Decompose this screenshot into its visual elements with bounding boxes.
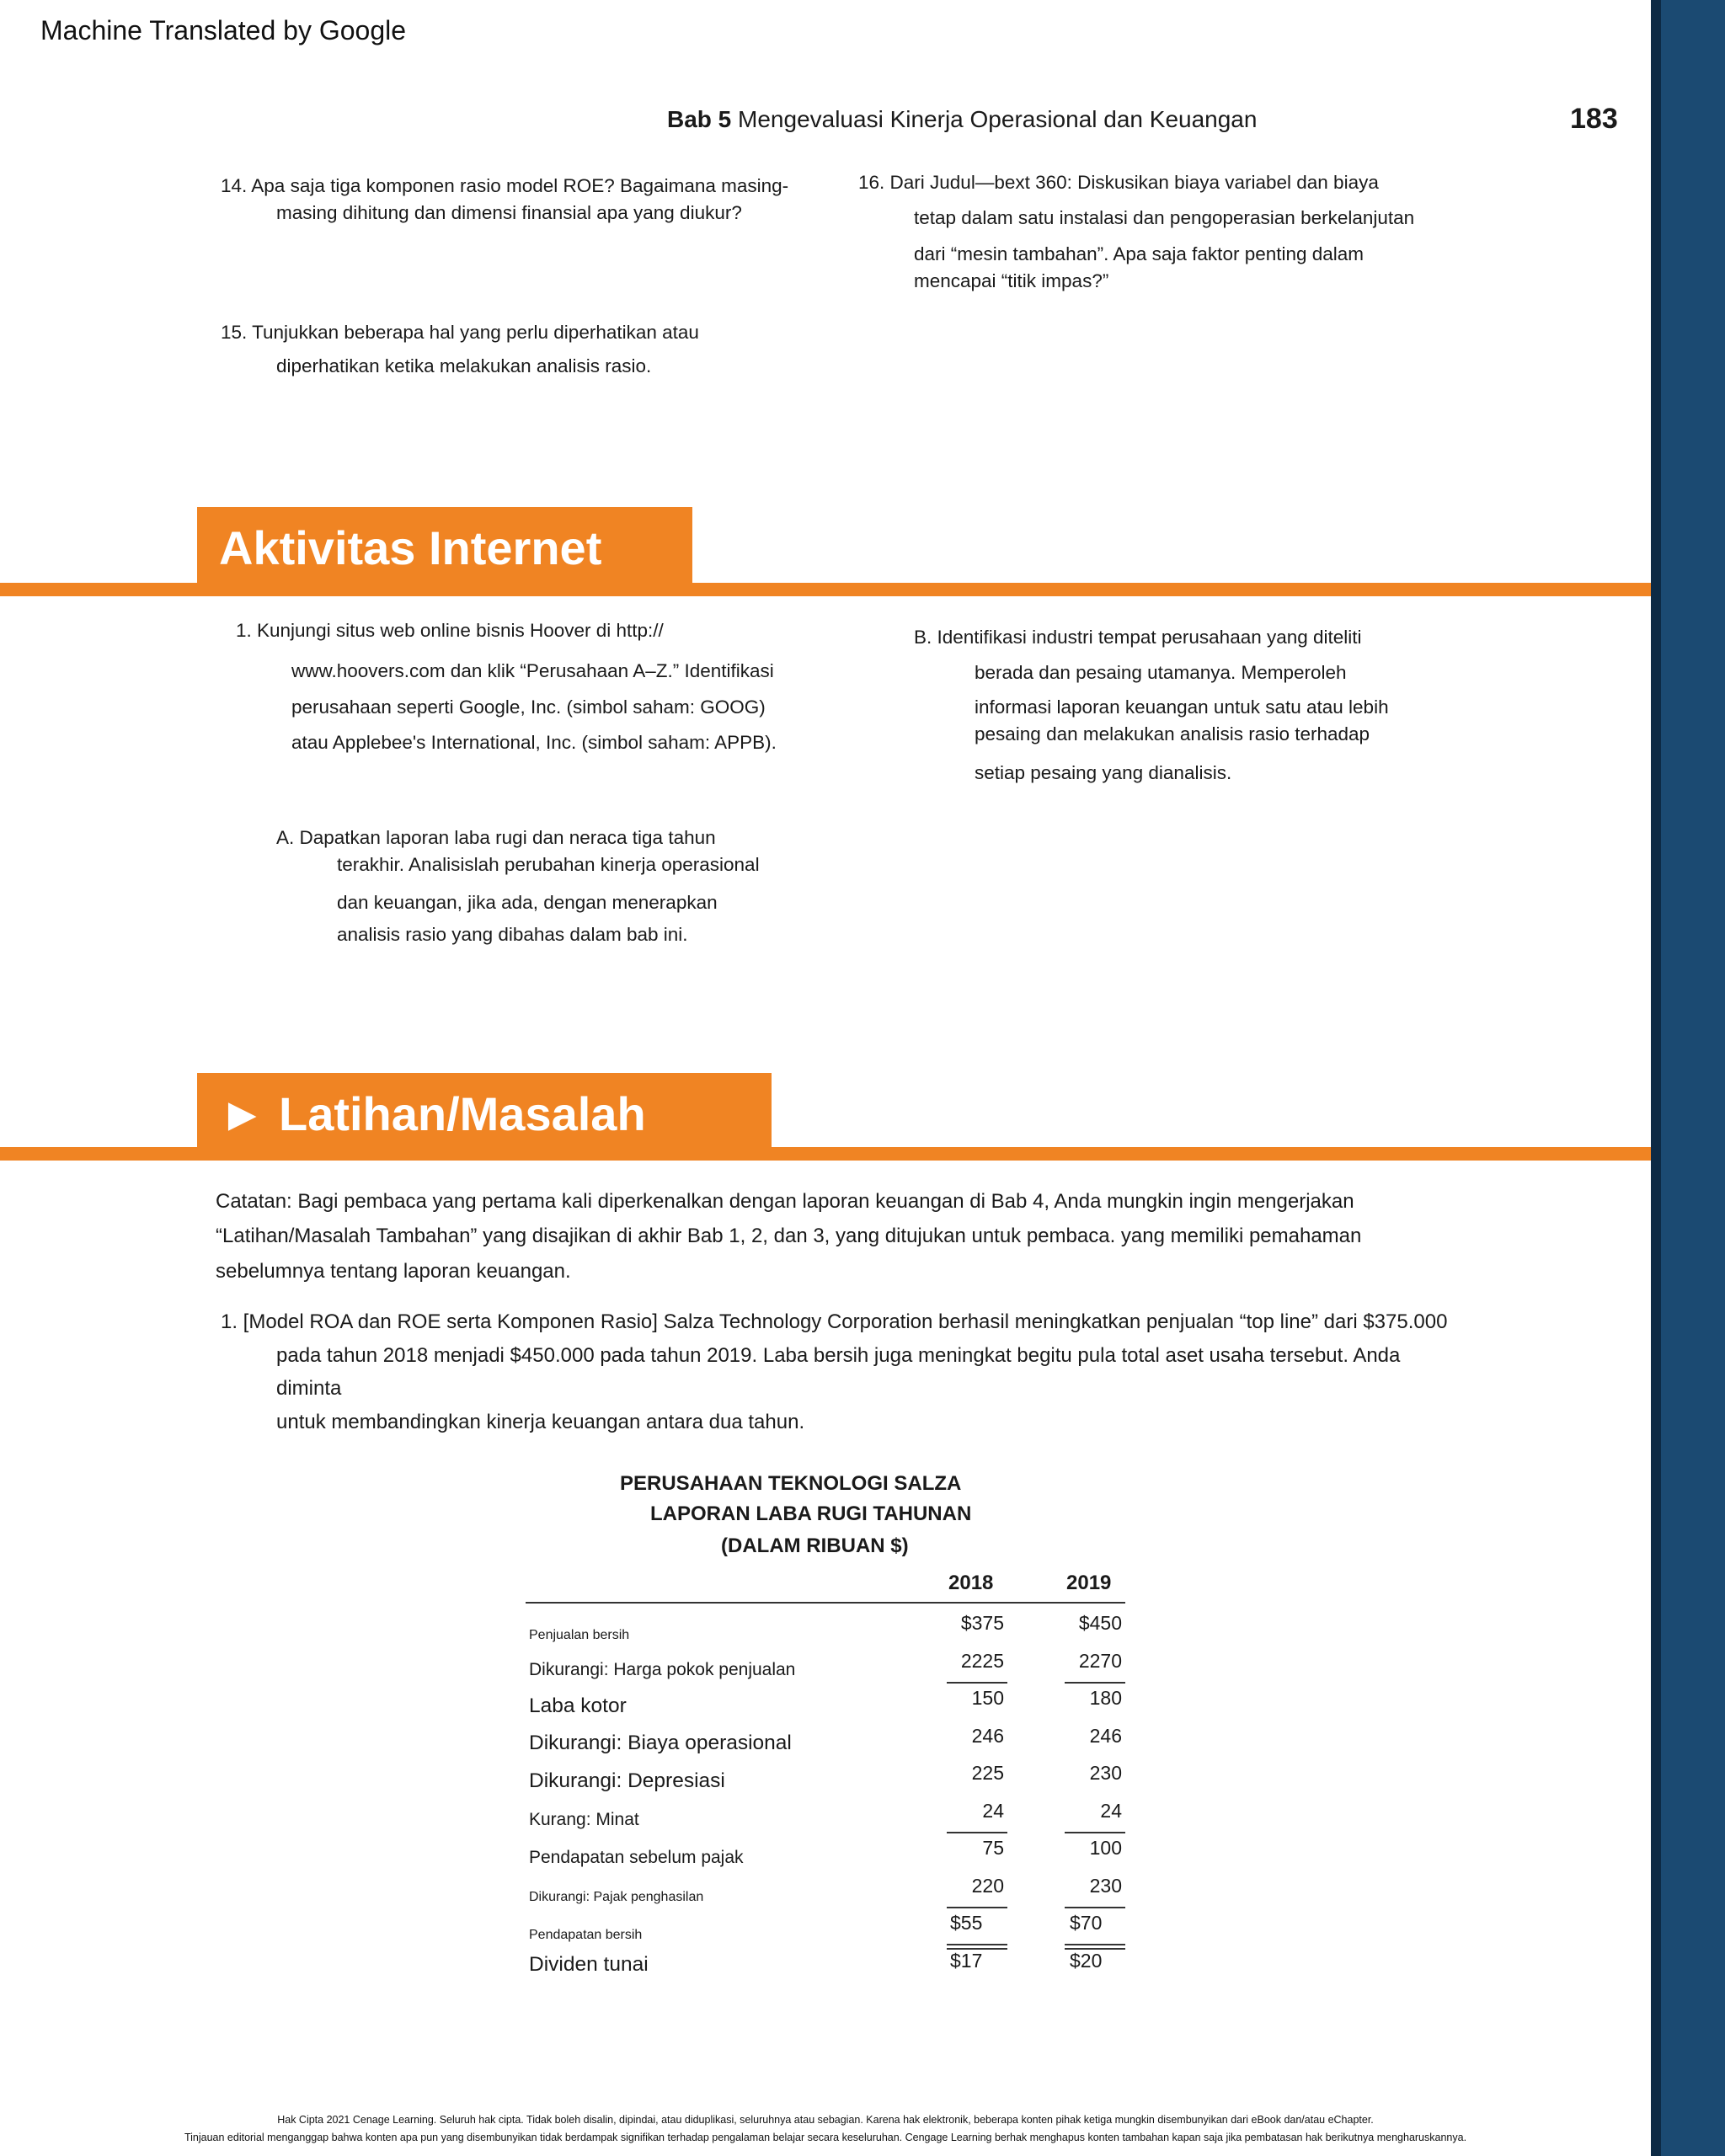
internet-activity-1-line-1: 1. Kunjungi situs web online bisnis Hoover di http:// xyxy=(236,620,664,641)
row-value-2018: $17 xyxy=(950,1949,983,1972)
row-value-2018: 75 xyxy=(982,1837,1004,1859)
problem-1-line-1: 1. [Model ROA dan ROE serta Komponen Rasio] Salza Technology Corporation berhasil meningkatkan penjualan “top line” dari $375.000 xyxy=(221,1310,1448,1333)
row-label: Pendapatan sebelum pajak xyxy=(529,1847,744,1867)
table-header-row xyxy=(526,1566,1125,1604)
table-row xyxy=(526,1948,1125,1986)
running-head xyxy=(667,106,1257,133)
table-row xyxy=(526,1910,1125,1948)
row-label: Kurang: Minat xyxy=(529,1810,639,1829)
row-label: Dikurangi: Biaya operasional xyxy=(529,1732,792,1754)
table-row xyxy=(526,1723,1125,1761)
row-value-2019: 2270 xyxy=(1078,1649,1122,1672)
exercises-note xyxy=(216,1184,1437,1289)
subtotal-rule xyxy=(947,1832,1007,1833)
subtotal-rule xyxy=(1065,1907,1125,1908)
internet-activity-1b-line-2: berada dan pesaing utamanya. Memperoleh xyxy=(975,662,1347,684)
internet-activity-1-line-2: www.hoovers.com dan klik “Perusahaan A–Z.” Identifikasi xyxy=(291,660,774,682)
chapter-number: Bab 5 xyxy=(667,106,732,132)
row-value-2018: 246 xyxy=(971,1724,1004,1747)
page-edge-bar xyxy=(1651,0,1725,2156)
row-value-2018: $55 xyxy=(950,1912,983,1934)
row-value-2018: 150 xyxy=(971,1687,1004,1709)
column-header-2019: 2019 xyxy=(1066,1572,1112,1594)
exercises-note-line-1: Catatan: Bagi pembaca yang pertama kali diperkenalkan dengan laporan keuangan di Bab 4, Anda mungkin ingin mengerjakan xyxy=(216,1190,1354,1213)
question-15-line-2: diperhatikan ketika melakukan analisis rasio. xyxy=(276,355,652,377)
internet-activity-1b-line-1: B. Identifikasi industri tempat perusahaan yang diteliti xyxy=(914,627,1362,648)
internet-activity-1a-line-4: analisis rasio yang dibahas dalam bab ini. xyxy=(337,923,688,945)
section-heading-exercises: ► Latihan/Masalah xyxy=(197,1073,772,1154)
row-value-2019: 230 xyxy=(1089,1874,1122,1897)
row-value-2019: $450 xyxy=(1078,1612,1122,1634)
row-label: Dikurangi: Pajak penghasilan xyxy=(529,1890,704,1904)
internet-activity-1b-line-3: informasi laporan keuangan untuk satu atau lebih xyxy=(975,696,1389,718)
subtotal-rule xyxy=(1065,1832,1125,1833)
table-row xyxy=(526,1648,1125,1686)
copyright-line-2: Tinjauan editorial menganggap bahwa konten apa pun yang disembunyikan tidak berdampak signifikan terhadap pengalaman belajar secara keseluruhan. Cengage Learning berhak menghapus konten tambahan kapan saja jika pembatasan hak berikutnya mengharuskannya. xyxy=(184,2132,1467,2143)
section-heading-internet: Aktivitas Internet xyxy=(197,507,692,588)
question-14-line-2: masing dihitung dan dimensi finansial apa yang diukur? xyxy=(276,202,742,224)
problem-1-line-3: untuk membandingkan kinerja keuangan antara dua tahun. xyxy=(276,1410,805,1433)
internet-activity-1a-line-1: A. Dapatkan laporan laba rugi dan neraca tiga tahun xyxy=(276,827,716,848)
internet-activity-1b-line-4: pesaing dan melakukan analisis rasio terhadap xyxy=(975,723,1370,744)
question-15 xyxy=(221,317,861,383)
table-row xyxy=(526,1610,1125,1648)
table-row xyxy=(526,1760,1125,1798)
row-label: Dividen tunai xyxy=(529,1953,649,1976)
row-label: Dikurangi: Harga pokok penjualan xyxy=(529,1660,796,1679)
row-value-2019: 24 xyxy=(1100,1799,1122,1822)
subtotal-rule xyxy=(947,1682,1007,1684)
chapter-title: Mengevaluasi Kinerja Operasional dan Keuangan xyxy=(731,106,1258,132)
copyright-line-1: Hak Cipta 2021 Cenage Learning. Seluruh hak cipta. Tidak boleh disalin, dipindai, atau diduplikasi, seluruhnya atau sebagian. Karena hak elektronik, beberapa konten pihak ketiga mungkin disembunyikan dari eBook dan/atau eChapter. xyxy=(277,2114,1374,2126)
row-value-2019: 246 xyxy=(1089,1724,1122,1747)
row-value-2019: $20 xyxy=(1070,1949,1103,1972)
row-label: Penjualan bersih xyxy=(529,1627,630,1642)
internet-activity-1-line-3: perusahaan seperti Google, Inc. (simbol saham: GOOG) xyxy=(291,696,766,718)
row-value-2019: 180 xyxy=(1089,1687,1122,1709)
statement-title-3: (DALAM RIBUAN $) xyxy=(721,1534,909,1557)
internet-activity-1 xyxy=(236,615,842,759)
question-16-line-4: mencapai “titik impas?” xyxy=(914,270,1109,291)
subtotal-rule xyxy=(1065,1682,1125,1684)
table-row xyxy=(526,1873,1125,1911)
internet-activity-1b-line-5: setiap pesaing yang dianalisis. xyxy=(975,762,1232,783)
row-label: Laba kotor xyxy=(529,1694,627,1717)
question-16-line-3: dari “mesin tambahan”. Apa saja faktor penting dalam xyxy=(914,243,1365,264)
question-14-line-1: 14. Apa saja tiga komponen rasio model ROE? Bagaimana masing- xyxy=(221,175,789,196)
column-header-2018: 2018 xyxy=(948,1572,994,1594)
machine-translation-banner: Machine Translated by Google xyxy=(40,15,407,45)
question-16-line-2: tetap dalam satu instalasi dan pengoperasian berkelanjutan xyxy=(914,207,1415,229)
subtotal-rule xyxy=(947,1907,1007,1908)
problem-1 xyxy=(221,1305,1467,1438)
question-16-line-1: 16. Dari Judul—bext 360: Diskusikan biaya variabel dan biaya xyxy=(858,172,1379,193)
internet-activity-1a-line-2: terakhir. Analisislah perubahan kinerja operasional xyxy=(337,854,760,876)
table-row xyxy=(526,1798,1125,1836)
row-label: Pendapatan bersih xyxy=(529,1927,643,1942)
exercises-note-line-3: sebelumnya tentang laporan keuangan. xyxy=(216,1259,571,1283)
problem-1-line-2: pada tahun 2018 menjadi $450.000 pada tahun 2019. Laba bersih juga meningkat begitu pula total aset usaha tersebut. Anda diminta xyxy=(276,1343,1401,1401)
internet-activity-1-line-4: atau Applebee's International, Inc. (simbol saham: APPB). xyxy=(291,731,777,753)
table-row xyxy=(526,1835,1125,1873)
row-value-2019: 230 xyxy=(1089,1762,1122,1784)
row-value-2018: 24 xyxy=(982,1799,1004,1822)
row-label: Dikurangi: Depresiasi xyxy=(529,1769,725,1792)
internet-activity-1b xyxy=(914,622,1520,789)
internet-activity-1a-line-3: dan keuangan, jika ada, dengan menerapkan xyxy=(337,891,718,913)
internet-activity-1a xyxy=(276,822,866,951)
row-value-2018: 220 xyxy=(971,1874,1004,1897)
page-edge-bar-shade xyxy=(1651,0,1661,2156)
row-value-2018: 225 xyxy=(971,1762,1004,1784)
statement-title-1: PERUSAHAAN TEKNOLOGI SALZA xyxy=(620,1472,962,1495)
question-16 xyxy=(858,167,1498,297)
page-number: 183 xyxy=(1570,103,1618,135)
question-14 xyxy=(221,170,861,230)
row-value-2019: $70 xyxy=(1070,1912,1103,1934)
table-row xyxy=(526,1685,1125,1723)
question-15-line-1: 15. Tunjukkan beberapa hal yang perlu diperhatikan atau xyxy=(221,322,699,343)
exercises-note-line-2: “Latihan/Masalah Tambahan” yang disajikan di akhir Bab 1, 2, dan 3, yang ditujukan untuk pembaca. yang memiliki pemahaman xyxy=(216,1225,1362,1248)
row-value-2018: $375 xyxy=(960,1612,1004,1634)
row-value-2019: 100 xyxy=(1089,1837,1122,1859)
row-value-2018: 2225 xyxy=(960,1649,1004,1672)
statement-title-2: LAPORAN LABA RUGI TAHUNAN xyxy=(650,1502,972,1525)
income-statement-table xyxy=(526,1566,1125,1985)
